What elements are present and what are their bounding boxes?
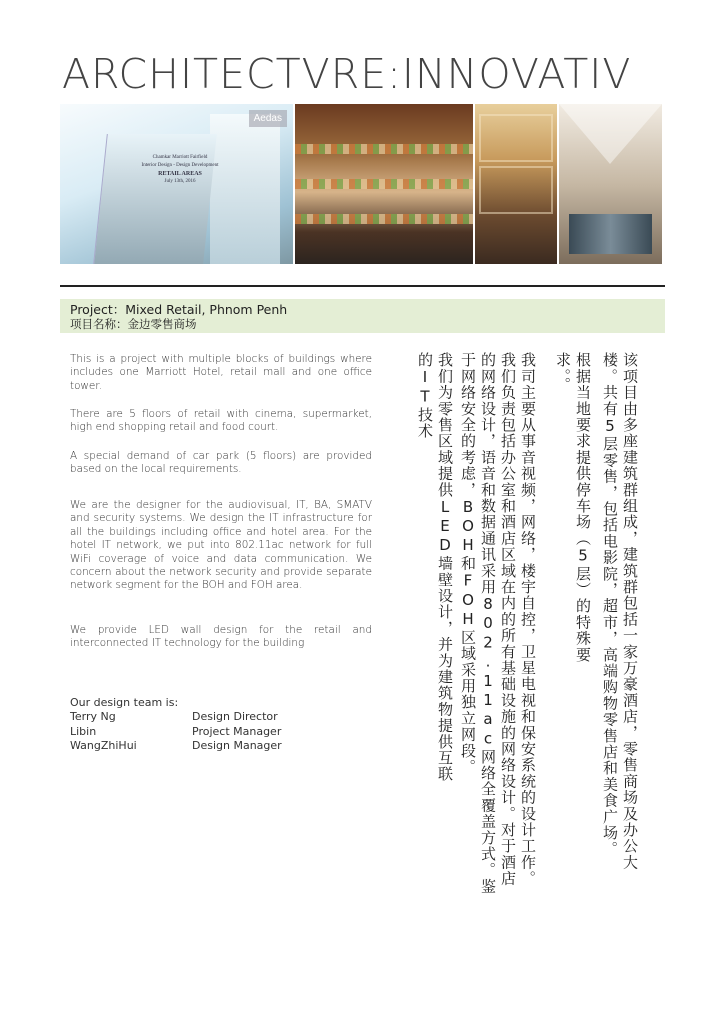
building-render-image bbox=[60, 104, 293, 264]
supermarket-interior-image bbox=[295, 104, 473, 264]
team-member-row bbox=[70, 739, 282, 754]
project-title-en: Project：Mixed Retail, Phnom Penh bbox=[70, 302, 288, 317]
description-paragraph-4: We are the designer for the audiovisual, IT, BA, SMATV and security systems. We design the IT infrastructure for all the buildings including office and hotel area. For the hotel IT network, we put into 802.11ac network for full WiFi coverage of voice and data communication. We concern about the network security and provide separate network segment for the BOH and FOH area. bbox=[70, 499, 372, 592]
render-logo: Aedas bbox=[249, 110, 287, 127]
divider-line bbox=[60, 285, 665, 287]
cn-paragraph-4: 我们为零售区域提供LED墙壁设计，并为建筑物提供互联的IT技术 bbox=[416, 352, 454, 783]
team-member-role: Project Manager bbox=[192, 724, 282, 738]
project-title-bar bbox=[60, 299, 665, 333]
team-member-role: Design Director bbox=[192, 710, 278, 723]
team-member-name: WangZhiHui bbox=[70, 739, 137, 752]
team-member-role: Design Manager bbox=[192, 739, 282, 752]
cn-paragraph-1: 该项目由多座建筑群组成，建筑群包括一家万豪酒店，零售商场及办公大楼。共有5层零售，包括电影院，超市，高端购物零售店和美食广场。 bbox=[601, 352, 639, 871]
mall-skylight-image bbox=[559, 104, 662, 264]
team-heading: Our design team is: bbox=[70, 696, 179, 709]
render-caption: Chamkar Marriott Fairfield Interior Design - Design Development RETAIL AREAS July 13th, 2016 bbox=[141, 155, 219, 184]
page-title: ARCHITECTVRE:INNOVATIV bbox=[62, 52, 632, 96]
team-member-row bbox=[70, 725, 282, 740]
atrium-interior-image bbox=[475, 104, 557, 264]
team-list bbox=[70, 710, 282, 754]
team-member-name: Terry Ng bbox=[70, 710, 116, 723]
description-paragraph-1: This is a project with multiple blocks of buildings where includes one Marriott Hotel, retail mall and one office tower. bbox=[70, 353, 372, 392]
project-title-cn: 项目名称：金边零售商场 bbox=[70, 317, 197, 331]
cn-paragraph-2: 根据当地要求提供停车场（5层）的特殊要求。。 bbox=[554, 352, 592, 663]
description-paragraph-3: A special demand of car park (5 floors) are provided based on the local requirements. bbox=[70, 450, 372, 476]
banner-photo-strip bbox=[60, 104, 662, 264]
team-member-name: Libin bbox=[70, 724, 97, 738]
cn-paragraph-3: 我司主要从事音视频，网络，楼宇自控，卫星电视和保安系统的设计工作。我们负责包括办公室和酒店区域在内的所有基础设施的网络设计。对于酒店的网络设计，语音和数据通讯采用802.11ac网络全覆盖方式。鉴于网络安全的考虑，BOH和FOH区域采用独立网段。 bbox=[459, 352, 537, 895]
description-paragraph-5: We provide LED wall design for the retail and interconnected IT technology for the building bbox=[70, 624, 372, 650]
description-paragraph-2: There are 5 floors of retail with cinema, supermarket, high end shopping retail and food court. bbox=[70, 408, 372, 434]
team-member-row bbox=[70, 710, 282, 725]
